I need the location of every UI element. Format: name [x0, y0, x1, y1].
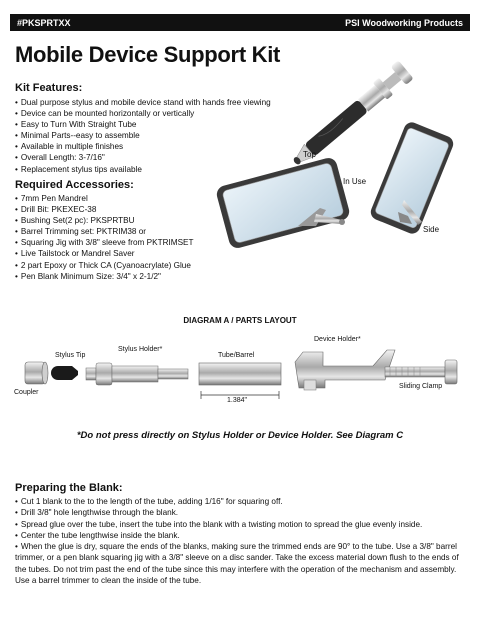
list-item: • Drill 3/8" hole lengthwise through the blank.	[15, 507, 467, 518]
list-item: • Minimal Parts--easy to assemble	[15, 130, 271, 141]
list-item: • Spread glue over the tube, insert the tube into the blank with a twisting motion to spread the glue evenly inside.	[15, 519, 467, 530]
list-item: • Barrel Trimming set: PKTRIM38 or	[15, 226, 194, 237]
label-stylus-holder: Stylus Holder*	[118, 346, 163, 353]
photo-label-side: Side	[423, 225, 440, 234]
label-sliding-clamp: Sliding Clamp	[399, 383, 443, 390]
phone-side-photo	[368, 120, 455, 236]
list-item: • Available in multiple finishes	[15, 141, 271, 152]
diagram-title: DIAGRAM A / PARTS LAYOUT	[183, 316, 297, 325]
label-stylus-tip: Stylus Tip	[55, 352, 86, 359]
list-item: • Replacement stylus tips available	[15, 164, 271, 175]
preparing-heading: Preparing the Blank:	[15, 482, 123, 494]
photo-label-top: Top	[303, 150, 316, 159]
stylus-tip-part	[51, 366, 78, 380]
product-code: #PKSPRTXX	[17, 17, 71, 28]
sliding-clamp-part	[385, 360, 457, 384]
list-item: • Squaring Jig with 3/8" sleeve from PKTRIMSET	[15, 237, 194, 248]
photo-label-in-use: In Use	[343, 177, 367, 186]
list-item: • Cut 1 blank to the to the length of the tube, adding 1/16" for squaring off.	[15, 496, 467, 507]
label-tube-barrel: Tube/Barrel	[218, 352, 255, 359]
coupler-part	[25, 362, 48, 384]
list-item: • Easy to Turn With Straight Tube	[15, 119, 271, 130]
label-device-holder: Device Holder*	[314, 336, 361, 343]
list-item: • Overall Length: 3-7/16"	[15, 152, 271, 163]
list-item: • When the glue is dry, square the ends of the blanks, making sure the trimmed ends are 90° to the tube. Use a 3/8" barrel trimmer, or a pen blank squaring jig with a 3/8" sleeve on a disc sander. Take the excess material down flush to the ends of the tubes. Do not trim past the end of the tube since this may interfere with the operation of the mechanism and assembly. Use a barrel trimmer to clean the inside of the tube.	[15, 541, 467, 586]
device-holder-part	[295, 350, 395, 390]
list-item: • Live Tailstock or Mandrel Saver	[15, 248, 194, 259]
list-item: • Drill Bit: PKEXEC-38	[15, 204, 194, 215]
list-item: • Dual purpose stylus and mobile device stand with hands free viewing	[15, 97, 271, 108]
list-item: • Pen Blank Minimum Size: 3/4" x 2-1/2"	[15, 271, 194, 282]
phone-in-use-photo	[215, 156, 351, 250]
tube-barrel-part	[199, 363, 281, 399]
label-coupler: Coupler	[14, 389, 39, 396]
caution-note: *Do not press directly on Stylus Holder or Device Holder. See Diagram C	[76, 430, 404, 441]
brand-name: PSI Woodworking Products	[345, 17, 463, 28]
list-item: • Device can be mounted horizontally or vertically	[15, 108, 271, 119]
stylus-holder-part	[86, 363, 188, 385]
list-item: • Center the tube lengthwise inside the blank.	[15, 530, 467, 541]
label-dimension: 1.384"	[227, 397, 248, 404]
list-item: • 7mm Pen Mandrel	[15, 193, 194, 204]
preparing-list	[15, 496, 467, 586]
accessories-heading: Required Accessories:	[15, 179, 134, 191]
page-title: Mobile Device Support Kit	[15, 42, 281, 67]
list-item: • Bushing Set(2 pc): PKSPRTBU	[15, 215, 194, 226]
features-heading: Kit Features:	[15, 82, 83, 94]
list-item: • 2 part Epoxy or Thick CA (Cyanoacrylate) Glue	[15, 260, 194, 271]
